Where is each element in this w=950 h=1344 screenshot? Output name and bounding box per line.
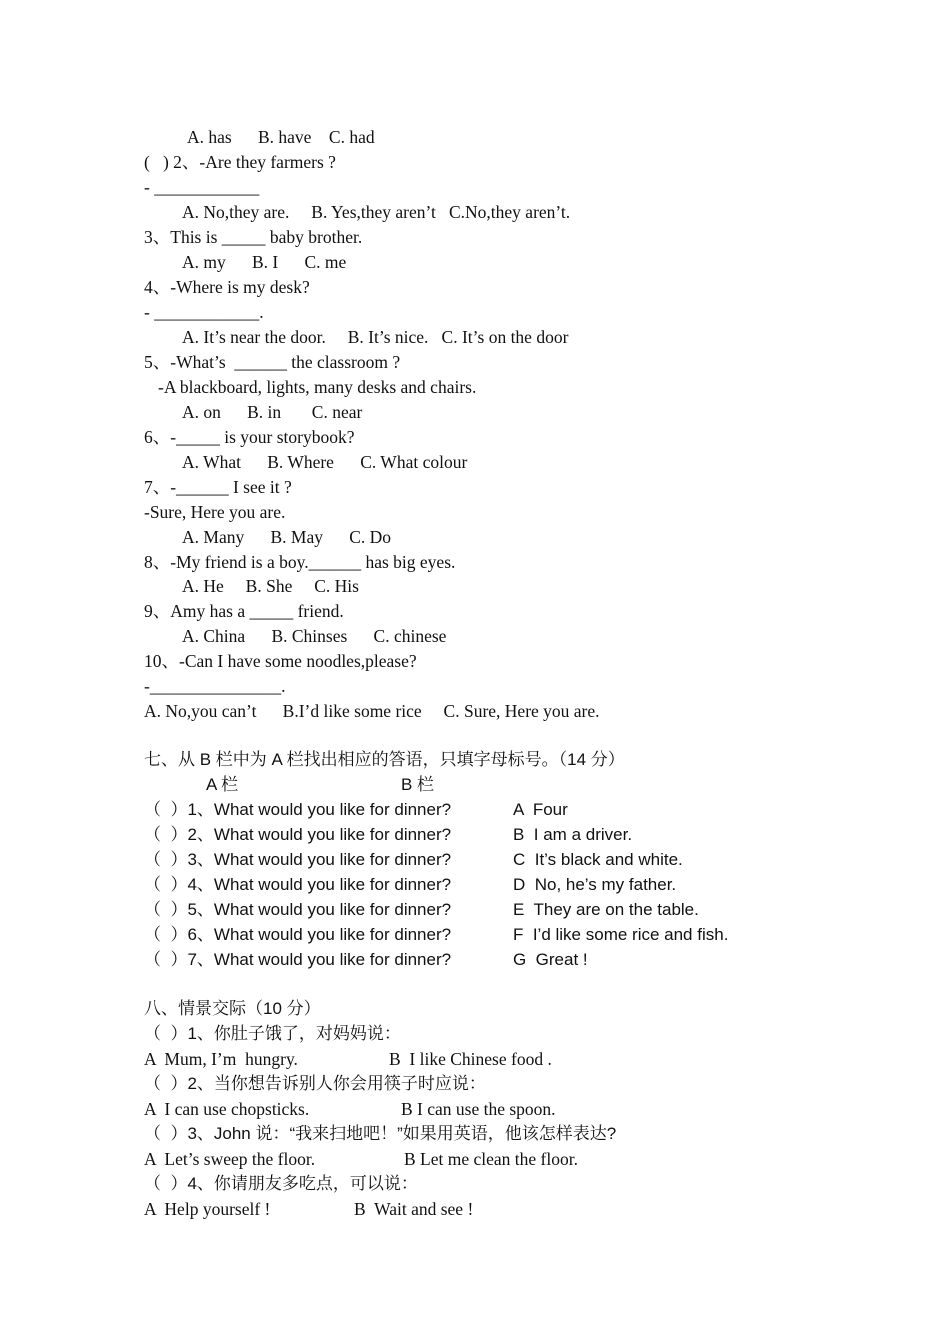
situation-2-question: （ ）2、当你想告诉别人你会用筷子时应说： xyxy=(144,1074,486,1093)
q6-question: 6、-_____ is your storybook? xyxy=(144,427,355,447)
q3-options: A. my B. I C. me xyxy=(182,252,347,272)
q7-question: 7、-______ I see it ? xyxy=(144,477,292,497)
section7-title: 七、从 B 栏中为 A 栏找出相应的答语，只填字母标号。（14 分） xyxy=(144,750,625,769)
match-row-a-7: （ ）7、What would you like for dinner? xyxy=(144,950,452,969)
q10-question: 10、-Can I have some noodles,please? xyxy=(144,651,417,671)
q2-question: ( ) 2、-Are they farmers ? xyxy=(144,152,336,172)
match-row-a-3: （ ）3、What would you like for dinner? xyxy=(144,850,452,869)
match-row-b-7: G Great ! xyxy=(513,950,588,969)
q1-options: A. has B. have C. had xyxy=(187,127,375,147)
situation-2-option-a: A I can use chopsticks. xyxy=(144,1099,310,1119)
q4-question: 4、-Where is my desk? xyxy=(144,277,310,297)
match-row-a-6: （ ）6、What would you like for dinner? xyxy=(144,925,452,944)
match-row-a-4: （ ）4、What would you like for dinner? xyxy=(144,875,452,894)
q9-options: A. China B. Chinses C. chinese xyxy=(182,626,447,646)
q7-options: A. Many B. May C. Do xyxy=(182,527,392,547)
q7-answer: -Sure, Here you are. xyxy=(144,502,286,522)
match-row-b-6: F I’d like some rice and fish. xyxy=(513,925,729,944)
q6-options: A. What B. Where C. What colour xyxy=(182,452,468,472)
match-row-b-3: C It’s black and white. xyxy=(513,850,683,869)
match-row-b-2: B I am a driver. xyxy=(513,825,633,844)
q10-blank: -_______________. xyxy=(144,676,286,696)
situation-1-option-a: A Mum, I’m hungry. xyxy=(144,1049,298,1069)
col-b-header: B 栏 xyxy=(401,775,435,794)
q4-options: A. It’s near the door. B. It’s nice. C. It’s on the door xyxy=(182,327,569,347)
match-row-b-1: A Four xyxy=(513,800,568,819)
q5-question: 5、-What’s ______ the classroom ? xyxy=(144,352,401,372)
section8-title: 八、情景交际（10 分） xyxy=(144,999,321,1018)
situation-4-option-b: B Wait and see ! xyxy=(354,1199,474,1219)
match-row-b-5: E They are on the table. xyxy=(513,900,699,919)
match-row-a-5: （ ）5、What would you like for dinner? xyxy=(144,900,452,919)
q5-answer: -A blackboard, lights, many desks and chairs. xyxy=(158,377,477,397)
q8-question: 8、-My friend is a boy.______ has big eyes. xyxy=(144,552,456,572)
q2-options: A. No,they are. B. Yes,they aren’t C.No,they aren’t. xyxy=(182,202,571,222)
situation-4-option-a: A Help yourself ! xyxy=(144,1199,271,1219)
situation-2-option-b: B I can use the spoon. xyxy=(401,1099,556,1119)
q9-question: 9、Amy has a _____ friend. xyxy=(144,601,344,621)
situation-1-option-b: B I like Chinese food . xyxy=(389,1049,552,1069)
q8-options: A. He B. She C. His xyxy=(182,576,359,596)
q5-options: A. on B. in C. near xyxy=(182,402,363,422)
match-row-a-2: （ ）2、What would you like for dinner? xyxy=(144,825,452,844)
q10-options: A. No,you can’t B.I’d like some rice C. Sure, Here you are. xyxy=(144,701,600,721)
situation-3-question: （ ）3、John 说：“我来扫地吧！”如果用英语，他该怎样表达? xyxy=(144,1124,617,1143)
q3-question: 3、This is _____ baby brother. xyxy=(144,227,363,247)
q2-blank: - ____________ xyxy=(144,177,260,197)
situation-1-question: （ ）1、你肚子饿了，对妈妈说： xyxy=(144,1024,401,1043)
match-row-a-1: （ ）1、What would you like for dinner? xyxy=(144,800,452,819)
match-row-b-4: D No, he’s my father. xyxy=(513,875,677,894)
situation-4-question: （ ）4、你请朋友多吃点，可以说： xyxy=(144,1174,418,1193)
col-a-header: A 栏 xyxy=(206,775,239,794)
situation-3-option-a: A Let’s sweep the floor. xyxy=(144,1149,316,1169)
q4-blank: - ____________. xyxy=(144,302,264,322)
situation-3-option-b: B Let me clean the floor. xyxy=(404,1149,578,1169)
